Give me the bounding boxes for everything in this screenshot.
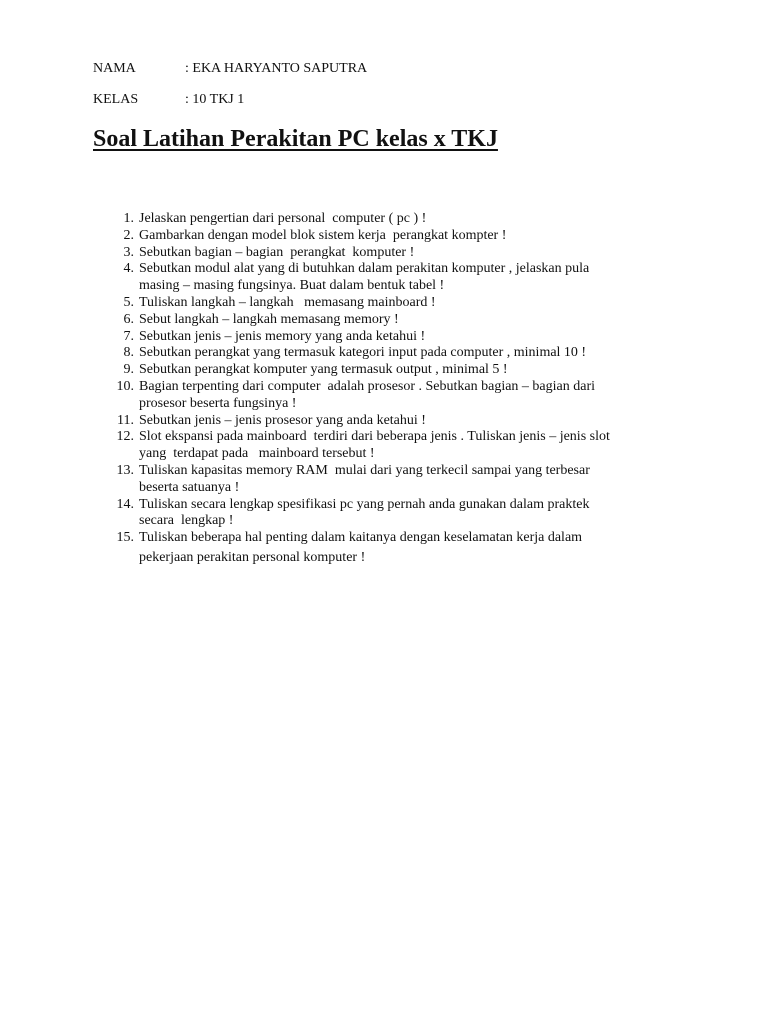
class-label: KELAS [93,92,139,107]
question-list [0,211,768,567]
student-name-row [93,61,367,77]
question-text-line: Tuliskan beberapa hal penting dalam kaitanya dengan keselamatan kerja dalam [139,530,583,546]
question-text-line: Sebutkan bagian – bagian perangkat komputer ! [139,244,415,260]
question-number: 7. [123,328,134,344]
question-text-line: pekerjaan perakitan personal komputer ! [139,549,366,565]
question-item [0,362,679,379]
question-number: 12. [116,429,134,445]
question-text-line: Tuliskan langkah – langkah memasang mainboard ! [139,294,436,310]
question-text-line: masing – masing fungsinya. Buat dalam bentuk tabel ! [139,278,445,294]
question-item [0,497,679,531]
question-item [0,245,679,262]
student-class-row [93,92,244,108]
question-number: 1. [123,211,134,226]
question-number: 4. [123,261,134,277]
question-number: 2. [123,227,134,243]
question-text-line: prosesor beserta fungsinya ! [139,395,297,411]
question-item [0,463,679,497]
question-item [0,379,679,413]
question-text-line: Tuliskan secara lengkap spesifikasi pc yang pernah anda gunakan dalam praktek [139,496,590,512]
question-item [0,345,679,362]
question-text-line: beserta satuanya ! [139,479,240,495]
question-text-line: Sebut langkah – langkah memasang memory ! [139,311,399,327]
question-item [0,211,679,228]
question-number: 13. [116,462,134,478]
question-item [0,530,679,567]
question-number: 6. [123,311,134,327]
question-text-line: Sebutkan jenis – jenis prosesor yang anda ketahui ! [139,412,426,428]
name-value: : EKA HARYANTO SAPUTRA [185,61,368,76]
question-text-line: Sebutkan perangkat komputer yang termasuk output , minimal 5 ! [139,362,508,378]
question-item [0,429,679,463]
question-text-line: Sebutkan modul alat yang di butuhkan dalam perakitan komputer , jelaskan pula [139,261,590,277]
question-number: 5. [123,294,134,310]
name-label: NAMA [93,61,136,76]
class-value: : 10 TKJ 1 [185,92,245,107]
question-number: 9. [123,362,134,378]
question-text-line: Gambarkan dengan model blok sistem kerja perangkat kompter ! [139,227,507,243]
question-number: 10. [116,378,134,394]
question-item [0,413,679,430]
question-text-line: Sebutkan perangkat yang termasuk kategori input pada computer , minimal 10 ! [139,345,587,361]
document-title: Soal Latihan Perakitan PC kelas x TKJ [93,126,498,152]
question-number: 11. [117,412,134,428]
question-text-line: yang terdapat pada mainboard tersebut ! [139,446,375,462]
question-item [0,295,679,312]
question-number: 3. [123,244,134,260]
question-item [0,312,679,329]
question-number: 8. [123,345,134,361]
question-number: 15. [116,530,134,546]
question-text-line: Slot ekspansi pada mainboard terdiri dari beberapa jenis . Tuliskan jenis – jenis slot [139,429,610,445]
question-text-line: Tuliskan kapasitas memory RAM mulai dari yang terkecil sampai yang terbesar [139,462,590,478]
question-item [0,228,679,245]
question-number: 14. [116,496,134,512]
question-text-line: secara lengkap ! [139,513,234,529]
question-text-line: Bagian terpenting dari computer adalah prosesor . Sebutkan bagian – bagian dari [139,378,596,394]
question-text-line: Jelaskan pengertian dari personal computer ( pc ) ! [139,211,427,226]
question-item [0,261,679,295]
question-item [0,329,679,346]
question-text-line: Sebutkan jenis – jenis memory yang anda ketahui ! [139,328,426,344]
